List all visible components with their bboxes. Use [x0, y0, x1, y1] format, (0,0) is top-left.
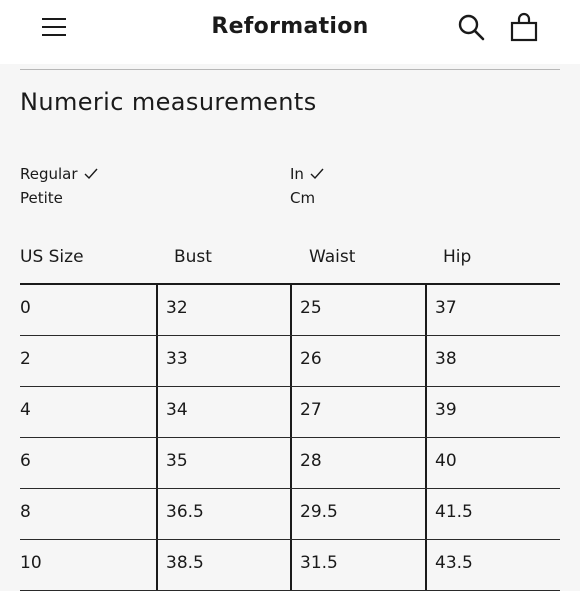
waist-cell: 26 [290, 336, 322, 386]
divider [20, 69, 560, 70]
size-cell: 10 [20, 553, 42, 573]
bust-cell: 32 [156, 285, 188, 335]
table-row [20, 438, 560, 489]
table-row [20, 387, 560, 438]
fit-option-label: Petite [20, 189, 63, 207]
column-header-waist: Waist [309, 247, 356, 267]
unit-option-label: Cm [290, 189, 316, 207]
top-nav-bar [0, 0, 580, 64]
checkmark-icon [84, 168, 98, 180]
table-body [20, 283, 560, 591]
hamburger-menu-icon[interactable] [42, 16, 66, 38]
column-header-us-size: US Size [20, 247, 84, 267]
bust-cell: 38.5 [156, 540, 204, 590]
bust-cell: 34 [156, 387, 188, 437]
size-cell: 8 [20, 502, 31, 522]
unit-option-in[interactable] [290, 165, 324, 183]
waist-cell: 29.5 [290, 489, 338, 539]
fit-option-label: Regular [20, 165, 78, 183]
waist-cell: 28 [290, 438, 322, 488]
brand-logo[interactable]: Reformation [211, 14, 369, 39]
table-header-row [20, 238, 560, 283]
waist-cell: 25 [290, 285, 322, 335]
column-header-hip: Hip [443, 247, 472, 267]
hip-cell: 38 [425, 336, 457, 386]
table-row [20, 540, 560, 591]
checkmark-icon [310, 168, 324, 180]
hip-cell: 39 [425, 387, 457, 437]
bust-cell: 35 [156, 438, 188, 488]
waist-cell: 27 [290, 387, 322, 437]
bust-cell: 33 [156, 336, 188, 386]
hip-cell: 40 [425, 438, 457, 488]
hip-cell: 43.5 [425, 540, 473, 590]
size-cell: 2 [20, 349, 31, 369]
waist-cell: 31.5 [290, 540, 338, 590]
search-icon[interactable] [457, 13, 485, 41]
table-row [20, 285, 560, 336]
table-row [20, 489, 560, 540]
unit-option-cm[interactable] [290, 189, 315, 207]
hip-cell: 37 [425, 285, 457, 335]
size-cell: 4 [20, 400, 31, 420]
table-row [20, 336, 560, 387]
fit-option-petite[interactable] [20, 189, 63, 207]
shopping-bag-icon[interactable] [510, 12, 538, 42]
bust-cell: 36.5 [156, 489, 204, 539]
unit-option-label: In [290, 165, 304, 183]
column-header-bust: Bust [174, 247, 212, 267]
hip-cell: 41.5 [425, 489, 473, 539]
fit-option-regular[interactable] [20, 165, 98, 183]
section-title: Numeric measurements [20, 88, 317, 116]
size-cell: 0 [20, 298, 31, 318]
size-cell: 6 [20, 451, 31, 471]
size-chart-table [20, 238, 560, 591]
